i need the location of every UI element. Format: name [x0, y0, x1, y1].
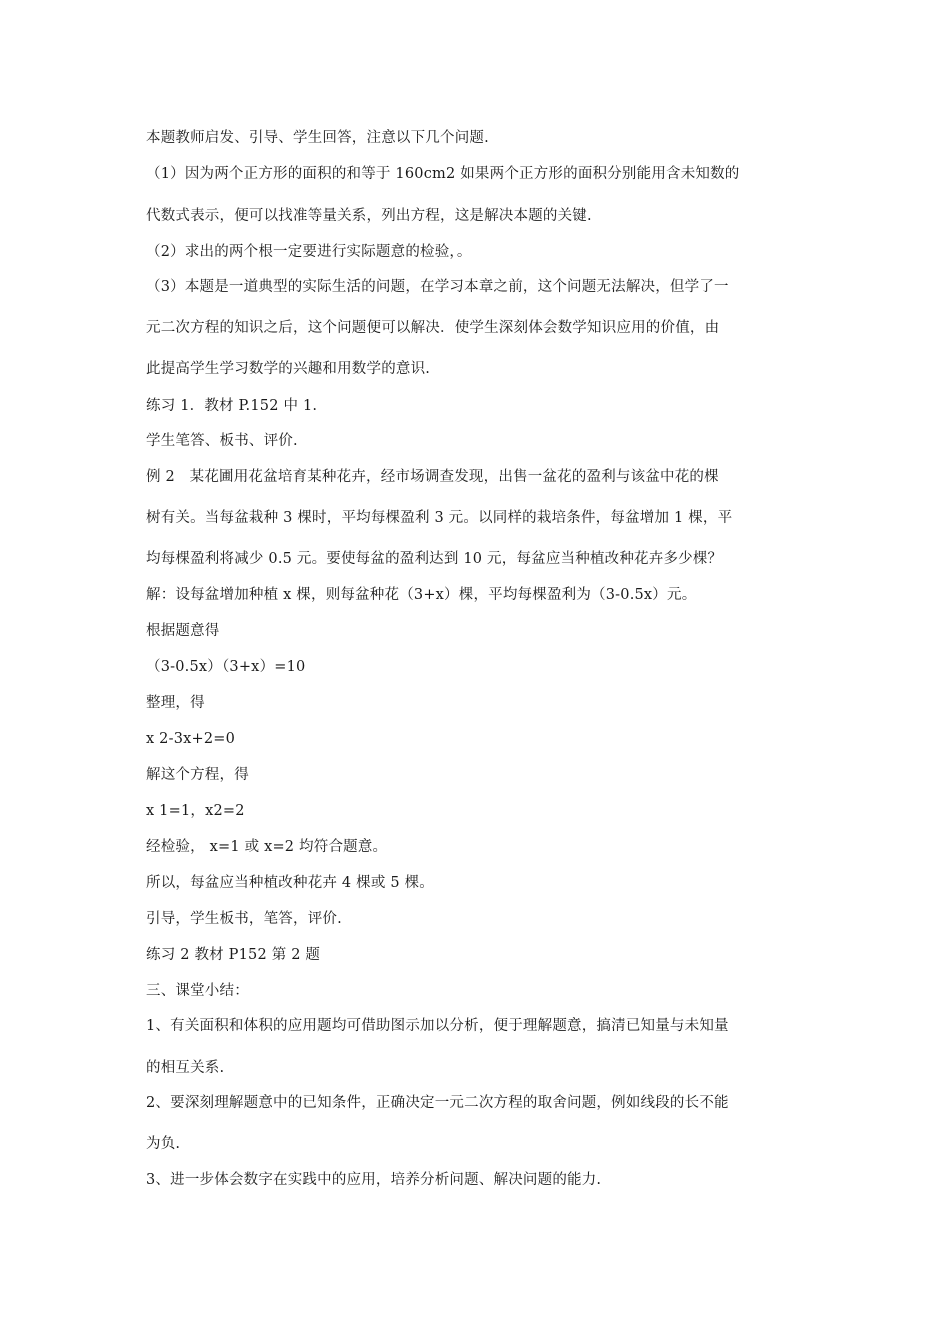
text-line: 练习 1．教材 P.152 中 1.	[146, 398, 318, 414]
text-line: 2、要深刻理解题意中的已知条件，正确决定一元二次方程的取舍问题，例如线段的长不能	[146, 1095, 729, 1111]
text-line: 经检验， x=1 或 x=2 均符合题意。	[146, 839, 388, 855]
text-line: 解这个方程，得	[146, 767, 249, 783]
text-line: 引导，学生板书，笔答，评价.	[146, 911, 342, 927]
text-line: 本题教师启发、引导、学生回答，注意以下几个问题.	[146, 130, 489, 146]
text-line: 代数式表示，便可以找准等量关系，列出方程，这是解决本题的关键.	[146, 208, 592, 224]
text-line: （2）求出的两个根一定要进行实际题意的检验，。	[146, 244, 472, 260]
text-line: 解：设每盆增加种植 x 棵，则每盆种花（3+x）棵，平均每棵盈利为（3-0.5x）元。	[146, 587, 697, 603]
text-line: 的相互关系.	[146, 1060, 225, 1076]
text-line: 整理，得	[146, 695, 205, 711]
text-line: 树有关。当每盆栽种 3 棵时，平均每棵盈利 3 元。以同样的栽培条件，每盆增加 1 棵，平	[146, 510, 733, 526]
text-line: 均每棵盈利将减少 0.5 元。要使每盆的盈利达到 10 元，每盆应当种植改种花卉多少棵？	[146, 551, 723, 567]
text-line: 根据题意得	[146, 623, 220, 639]
text-line: 学生笔答、板书、评价.	[146, 433, 298, 449]
text-line: 3、进一步体会数字在实践中的应用，培养分析问题、解决问题的能力.	[146, 1172, 602, 1188]
text-line: 元二次方程的知识之后，这个问题便可以解决．使学生深刻体会数学知识应用的价值，由	[146, 320, 720, 336]
text-line: 三、课堂小结：	[146, 983, 249, 999]
text-line: x 2-3x+2=0	[146, 731, 236, 747]
text-line: 练习 2 教材 P152 第 2 题	[146, 947, 321, 963]
text-line: 例 2 某花圃用花盆培育某种花卉，经市场调查发现，出售一盆花的盈利与该盆中花的棵	[146, 469, 719, 485]
text-line: （1）因为两个正方形的面积的和等于 160cm2 如果两个正方形的面积分别能用含未知数的	[146, 166, 740, 182]
text-line: 所以，每盆应当种植改种花卉 4 棵或 5 棵。	[146, 875, 434, 891]
text-line: （3）本题是一道典型的实际生活的问题，在学习本章之前，这个问题无法解决，但学了一	[146, 279, 729, 295]
text-line: 此提高学生学习数学的兴趣和用数学的意识.	[146, 361, 431, 377]
text-line: （3-0.5x）（3+x）=10	[146, 659, 306, 675]
text-line: 1、有关面积和体积的应用题均可借助图示加以分析，便于理解题意，搞清已知量与未知量	[146, 1018, 729, 1034]
text-line: x 1=1，x2=2	[146, 803, 245, 819]
text-line: 为负.	[146, 1136, 181, 1152]
